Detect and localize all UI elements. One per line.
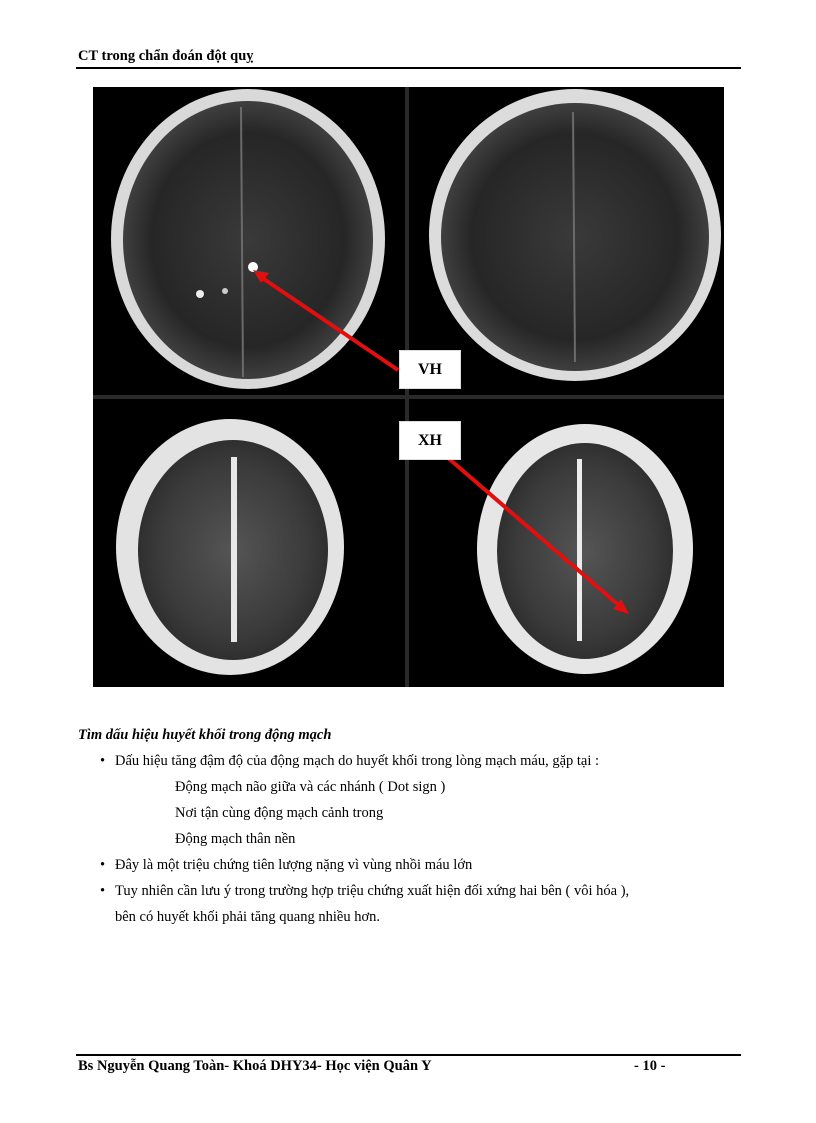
body-content xyxy=(78,722,742,930)
bullet-list xyxy=(78,748,742,774)
footer-divider xyxy=(76,1054,741,1056)
bullet-marker: • xyxy=(100,857,106,873)
bullet-3-line-1: Tuy nhiên cần lưu ý trong trường hợp triệu chứng xuất hiện đối xứng hai bên ( vôi hóa ), xyxy=(115,883,630,899)
xh-label: XH xyxy=(399,421,461,460)
bullet-item-2 xyxy=(78,852,742,878)
bullet-list-continued xyxy=(78,852,742,930)
header-divider xyxy=(76,67,741,69)
sub-item-1: Động mạch não giữa và các nhánh ( Dot sign ) xyxy=(175,779,446,795)
bullet-marker: • xyxy=(100,753,106,769)
ct-scan-top-left xyxy=(111,89,385,389)
bullet-2-text: Đây là một triệu chứng tiên lượng nặng vì vùng nhồi máu lớn xyxy=(115,857,473,873)
panel-divider-horizontal xyxy=(93,395,724,399)
bullet-3-line-2: bên có huyết khối phải tăng quang nhiều hơn. xyxy=(115,909,380,925)
page-number: - 10 - xyxy=(634,1058,666,1074)
page-header-title: CT trong chẩn đoán đột quỵ xyxy=(78,48,254,64)
hyperdense-dot xyxy=(248,262,258,272)
ct-scan-bottom-left xyxy=(116,419,344,675)
bullet-marker: • xyxy=(100,883,106,899)
bullet-item-1 xyxy=(78,748,742,774)
vh-label: VH xyxy=(399,350,461,389)
section-title: Tìm dấu hiệu huyết khối trong động mạch xyxy=(78,727,332,743)
ct-scan-figure xyxy=(93,87,724,687)
ct-scan-bottom-right xyxy=(477,424,693,674)
sub-item-2: Nơi tận cùng động mạch cảnh trong xyxy=(175,805,384,821)
footer-author: Bs Nguyễn Quang Toàn- Khoá DHY34- Học viện Quân Y xyxy=(78,1058,432,1074)
ct-scan-top-right xyxy=(429,89,721,381)
bullet-1-text: Dấu hiệu tăng đậm độ của động mạch do huyết khối trong lòng mạch máu, gặp tại : xyxy=(115,753,600,769)
bullet-item-3 xyxy=(78,878,742,930)
sub-item-3: Động mạch thân nền xyxy=(175,831,296,847)
